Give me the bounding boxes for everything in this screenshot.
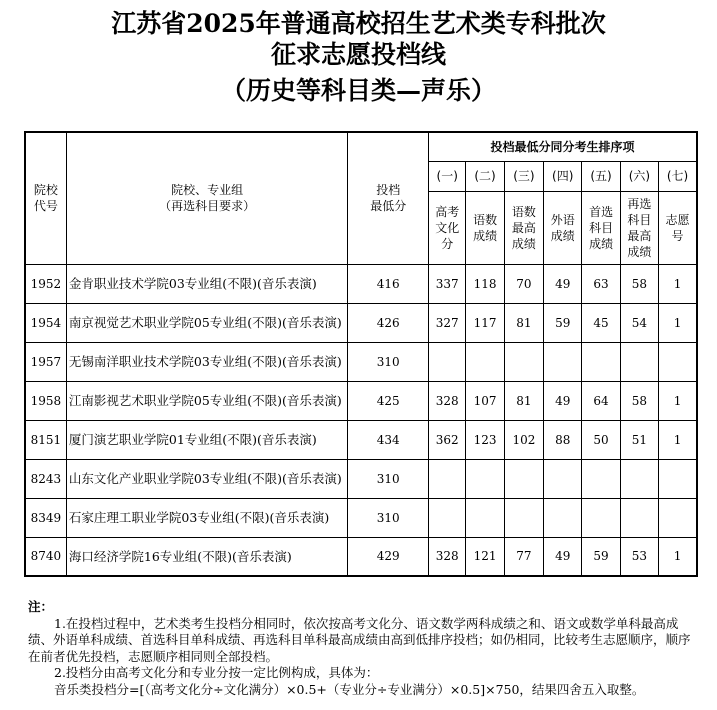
min-score: 429 (348, 537, 429, 576)
tiebreak-value: 50 (582, 420, 620, 459)
tiebreak-value: 1 (659, 303, 697, 342)
tiebreak-value: 1 (659, 264, 697, 303)
tiebreak-value: 49 (544, 381, 582, 420)
tiebreak-value: 58 (620, 264, 658, 303)
tiebreak-value: 45 (582, 303, 620, 342)
header-item: 再选科目最高成绩 (620, 191, 658, 264)
tiebreak-value: 54 (620, 303, 658, 342)
tiebreak-value: 102 (504, 420, 543, 459)
tiebreak-value: 123 (466, 420, 504, 459)
notes (28, 599, 693, 698)
header-order: (五) (582, 161, 620, 191)
tiebreak-value (659, 498, 697, 537)
table-row (25, 459, 697, 498)
table-row (25, 537, 697, 576)
school-group: 厦门演艺职业学院01专业组(不限)(音乐表演) (66, 420, 348, 459)
header-order: (三) (504, 161, 543, 191)
header-order: (四) (544, 161, 582, 191)
min-score: 425 (348, 381, 429, 420)
min-score: 426 (348, 303, 429, 342)
table-row (25, 498, 697, 537)
header-item: 外语成绩 (544, 191, 582, 264)
tiebreak-value (620, 498, 658, 537)
tiebreak-value (582, 498, 620, 537)
table-row (25, 381, 697, 420)
tiebreak-value (582, 459, 620, 498)
min-score: 310 (348, 342, 429, 381)
school-group: 石家庄理工职业学院03专业组(不限)(音乐表演) (66, 498, 348, 537)
header-order: (一) (429, 161, 466, 191)
tiebreak-value (659, 342, 697, 381)
tiebreak-value (429, 459, 466, 498)
note-formula: 音乐类投档分=[（高考文化分÷文化满分）×0.5+（专业分÷专业满分）×0.5]×750，结果四舍五入取整。 (54, 681, 645, 697)
tiebreak-value (582, 342, 620, 381)
tiebreak-value (429, 498, 466, 537)
tiebreak-value (659, 459, 697, 498)
tiebreak-value: 121 (466, 537, 504, 576)
tiebreak-value: 77 (504, 537, 543, 576)
tiebreak-value: 81 (504, 381, 543, 420)
school-code: 1952 (25, 264, 66, 303)
school-group: 海口经济学院16专业组(不限)(音乐表演) (66, 537, 348, 576)
school-group: 江南影视艺术职业学院05专业组(不限)(音乐表演) (66, 381, 348, 420)
min-score: 416 (348, 264, 429, 303)
school-code: 8349 (25, 498, 66, 537)
title-line-3: （历史等科目类—声乐） (220, 76, 496, 105)
school-code: 1958 (25, 381, 66, 420)
school-code: 8243 (25, 459, 66, 498)
tiebreak-value: 70 (504, 264, 543, 303)
tiebreak-value: 107 (466, 381, 504, 420)
admission-score-table (24, 131, 698, 577)
tiebreak-value: 53 (620, 537, 658, 576)
school-group: 山东文化产业职业学院03专业组(不限)(音乐表演) (66, 459, 348, 498)
min-score: 310 (348, 459, 429, 498)
tiebreak-value: 1 (659, 537, 697, 576)
tiebreak-value: 328 (429, 537, 466, 576)
school-group: 金肯职业技术学院03专业组(不限)(音乐表演) (66, 264, 348, 303)
tiebreak-value: 1 (659, 420, 697, 459)
note-1: 1.在投档过程中，艺术类考生投档分相同时，依次按高考文化分、语文数学两科成绩之和、语文或数学单科最高成绩、外语单科成绩、首选科目单科成绩、再选科目单科最高成绩由高到低排序投档；如仍相同，比较考生志愿顺序，顺序在前者优先投档，志愿顺序相同则全部投档。 (28, 615, 691, 664)
table-row (25, 420, 697, 459)
tiebreak-value (620, 459, 658, 498)
table-row (25, 342, 697, 381)
tiebreak-value: 117 (466, 303, 504, 342)
tiebreak-value (504, 498, 543, 537)
title-line-2: 征求志愿投档线 (270, 40, 446, 69)
tiebreak-value: 59 (582, 537, 620, 576)
tiebreak-value (466, 459, 504, 498)
tiebreak-value (544, 342, 582, 381)
header-code: 院校 代号 (25, 132, 66, 264)
tiebreak-value: 1 (659, 381, 697, 420)
header-item: 高考文化分 (429, 191, 466, 264)
header-item: 语数最高成绩 (504, 191, 543, 264)
tiebreak-value (544, 498, 582, 537)
tiebreak-value: 64 (582, 381, 620, 420)
min-score: 434 (348, 420, 429, 459)
school-code: 1954 (25, 303, 66, 342)
tiebreak-value (544, 459, 582, 498)
header-school: 院校、专业组 （再选科目要求） (66, 132, 348, 264)
min-score: 310 (348, 498, 429, 537)
tiebreak-value (429, 342, 466, 381)
tiebreak-value (504, 342, 543, 381)
school-code: 8740 (25, 537, 66, 576)
header-min-score: 投档 最低分 (348, 132, 429, 264)
school-group: 无锡南洋职业技术学院03专业组(不限)(音乐表演) (66, 342, 348, 381)
tiebreak-value: 49 (544, 537, 582, 576)
school-group: 南京视觉艺术职业学院05专业组(不限)(音乐表演) (66, 303, 348, 342)
tiebreak-value: 337 (429, 264, 466, 303)
header-item: 志愿号 (659, 191, 697, 264)
tiebreak-value: 328 (429, 381, 466, 420)
tiebreak-value (504, 459, 543, 498)
tiebreak-value: 81 (504, 303, 543, 342)
tiebreak-value: 362 (429, 420, 466, 459)
tiebreak-value: 327 (429, 303, 466, 342)
tiebreak-value (466, 498, 504, 537)
tiebreak-value: 59 (544, 303, 582, 342)
tiebreak-value (466, 342, 504, 381)
notes-label: 注： (28, 599, 54, 614)
table-row (25, 303, 697, 342)
title-line-1: 江苏省2025年普通高校招生艺术类专科批次 (111, 9, 606, 38)
header-order: (二) (466, 161, 504, 191)
tiebreak-value: 63 (582, 264, 620, 303)
school-code: 8151 (25, 420, 66, 459)
header-order: (六) (620, 161, 658, 191)
tiebreak-value: 49 (544, 264, 582, 303)
header-tiebreak: 投档最低分同分考生排序项 (429, 132, 697, 161)
tiebreak-value (620, 342, 658, 381)
header-item: 首选科目成绩 (582, 191, 620, 264)
tiebreak-value: 118 (466, 264, 504, 303)
school-code: 1957 (25, 342, 66, 381)
header-item: 语数成绩 (466, 191, 504, 264)
table-row (25, 264, 697, 303)
tiebreak-value: 51 (620, 420, 658, 459)
tiebreak-value: 88 (544, 420, 582, 459)
tiebreak-value: 58 (620, 381, 658, 420)
header-order: (七) (659, 161, 697, 191)
note-2: 2.投档分由高考文化分和专业分按一定比例构成，具体为： (54, 665, 379, 680)
